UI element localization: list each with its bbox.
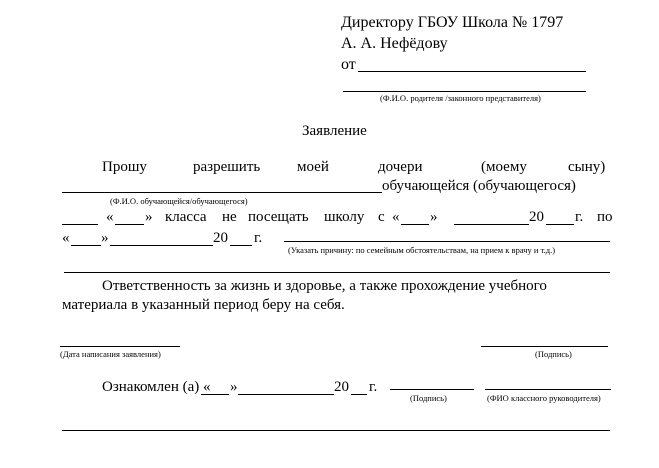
from-day-line[interactable] — [401, 224, 429, 225]
signature-line[interactable] — [481, 346, 608, 347]
word-ne: не — [222, 209, 237, 225]
reason-caption: (Указать причину: по семейным обстоятельствам, на прием к врачу и т.д.) — [288, 245, 556, 255]
student-caption: (Ф.И.О. обучающейся/обучающегося) — [110, 196, 248, 206]
document-title: Заявление — [302, 123, 367, 139]
grade-close-quote: » — [145, 209, 153, 225]
recipient-line: Директору ГБОУ Школа № 1797 — [341, 14, 564, 31]
from-year-line[interactable] — [546, 224, 574, 225]
acknowledgement-label: Ознакомлен (а) « — [102, 379, 211, 395]
word-proshu: Прошу — [102, 159, 147, 175]
ack-month-line[interactable] — [238, 394, 334, 395]
word-razreshit: разрешить — [193, 159, 261, 175]
year-suffix-1: г. — [575, 209, 584, 225]
grade-number-line[interactable] — [62, 224, 98, 225]
to-year-line[interactable] — [230, 245, 252, 246]
ack-day-line[interactable] — [201, 394, 229, 395]
word-shkolu: школу — [324, 209, 365, 225]
teacher-caption: (ФИО классного руководителя) — [487, 393, 601, 403]
parent-name-line[interactable] — [343, 91, 586, 92]
to-open-quote: « — [62, 230, 70, 246]
from-open-quote: « — [392, 209, 400, 225]
reason-line[interactable] — [284, 241, 610, 242]
word-moemu: (моему — [481, 159, 527, 175]
year-prefix-1: 20 — [529, 209, 544, 225]
ack-year-suffix: г. — [369, 379, 378, 395]
word-s: с — [378, 209, 385, 225]
ack-signature-line[interactable] — [390, 389, 474, 390]
year-suffix-2: г. — [254, 230, 263, 246]
responsibility-line-2: материала в указанный период беру на себя. — [62, 297, 345, 313]
to-close-quote: » — [101, 230, 109, 246]
student-name-line[interactable] — [62, 192, 382, 193]
grade-open-quote: « — [106, 209, 114, 225]
word-klassa: класса — [165, 209, 207, 225]
ack-signature-caption: (Подпись) — [410, 393, 447, 403]
from-label: от — [341, 56, 356, 73]
parent-caption: (Ф.И.О. родителя /законного представителя) — [380, 93, 541, 103]
date-caption: (Дата написания заявления) — [60, 349, 161, 359]
final-line[interactable] — [62, 430, 610, 431]
word-poseshat: посещать — [248, 209, 309, 225]
from-field-line[interactable] — [358, 71, 586, 72]
from-close-quote: » — [430, 209, 438, 225]
ack-close-quote: » — [230, 379, 238, 395]
to-month-line[interactable] — [110, 245, 213, 246]
word-synu: сыну) — [568, 159, 606, 175]
recipient-name: А. А. Нефёдову — [341, 35, 448, 52]
responsibility-line-1: Ответственность за жизнь и здоровье, а также прохождение учебного — [102, 278, 547, 294]
ack-year-line[interactable] — [351, 394, 367, 395]
word-po: по — [597, 209, 613, 225]
word-docheri: дочери — [378, 159, 423, 175]
ack-year-prefix: 20 — [334, 379, 349, 395]
word-moey: моей — [297, 159, 329, 175]
reason-extra-line[interactable] — [64, 272, 610, 273]
signature-caption: (Подпись) — [535, 349, 572, 359]
student-suffix: обучающейся (обучающегося) — [382, 178, 576, 194]
date-line[interactable] — [60, 346, 180, 347]
to-day-line[interactable] — [71, 245, 101, 246]
grade-letter-line[interactable] — [115, 224, 144, 225]
teacher-name-line[interactable] — [485, 389, 611, 390]
year-prefix-2: 20 — [213, 230, 228, 246]
from-month-line[interactable] — [454, 224, 529, 225]
